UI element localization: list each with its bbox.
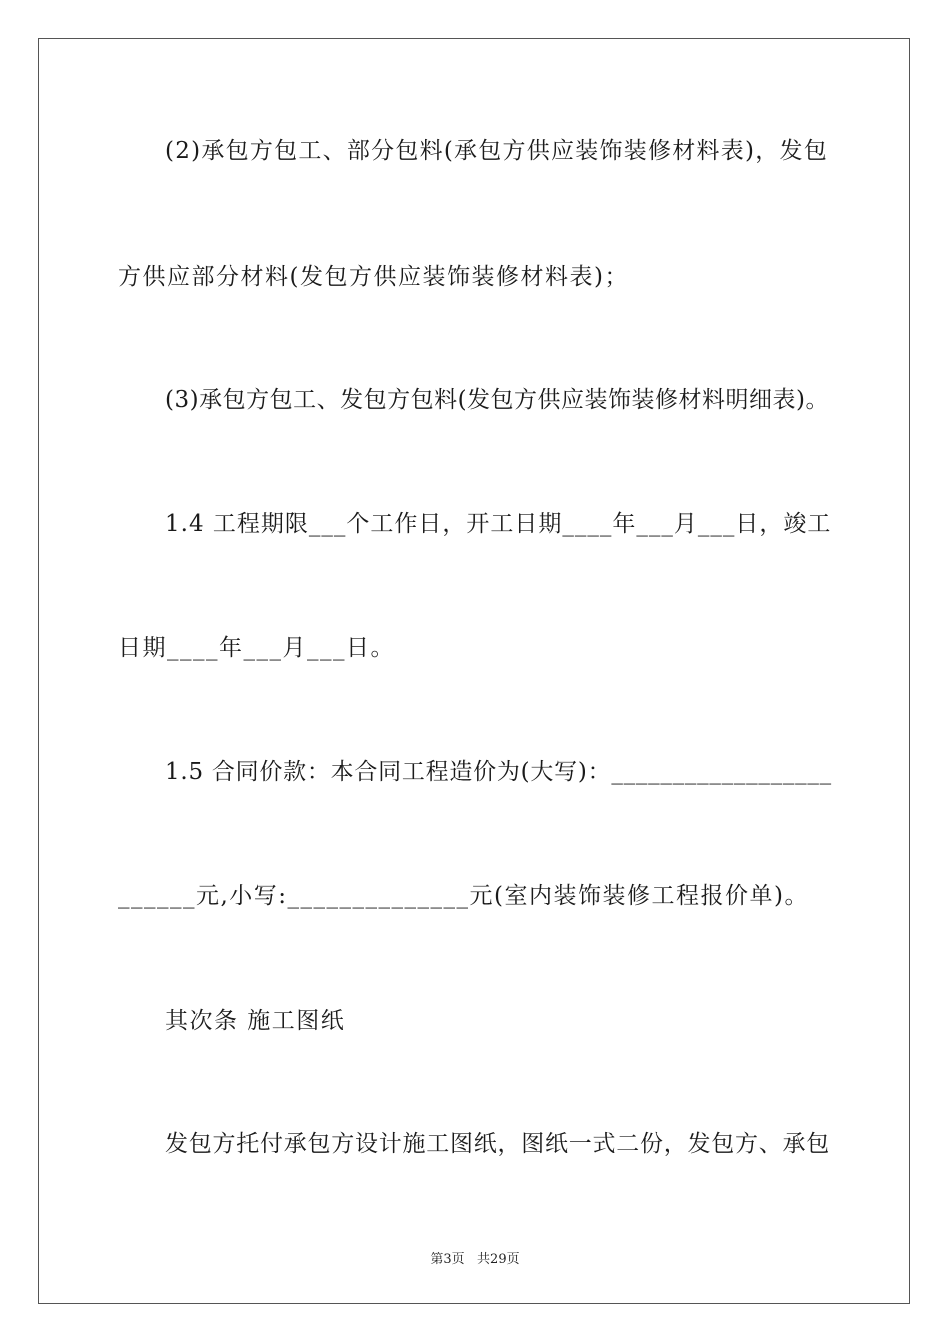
page-border [38,38,910,1304]
paragraph-line: ______元,小写:______________元(室内装饰装修工程报价单)。 [118,883,810,909]
paragraph-line: (2)承包方包工、部分包料(承包方供应装饰装修材料表)，发包 [165,138,829,164]
section-heading: 其次条 施工图纸 [165,1008,346,1034]
paragraph-line: 1.4 工程期限___个工作日，开工日期____年___月___日，竣工 [165,511,832,537]
paragraph-line: 发包方托付承包方设计施工图纸，图纸一式二份，发包方、承包 [165,1131,830,1157]
paragraph-line: 方供应部分材料(发包方供应装饰装修材料表)； [118,264,629,290]
paragraph-line: (3)承包方包工、发包方包料(发包方供应装饰装修材料明细表)。 [165,387,830,413]
page-number-footer: 第3页 共29页 [430,1252,520,1267]
paragraph-line: 日期____年___月___日。 [118,635,395,661]
paragraph-line: 1.5 合同价款：本合同工程造价为(大写)：__________________ [165,759,832,785]
